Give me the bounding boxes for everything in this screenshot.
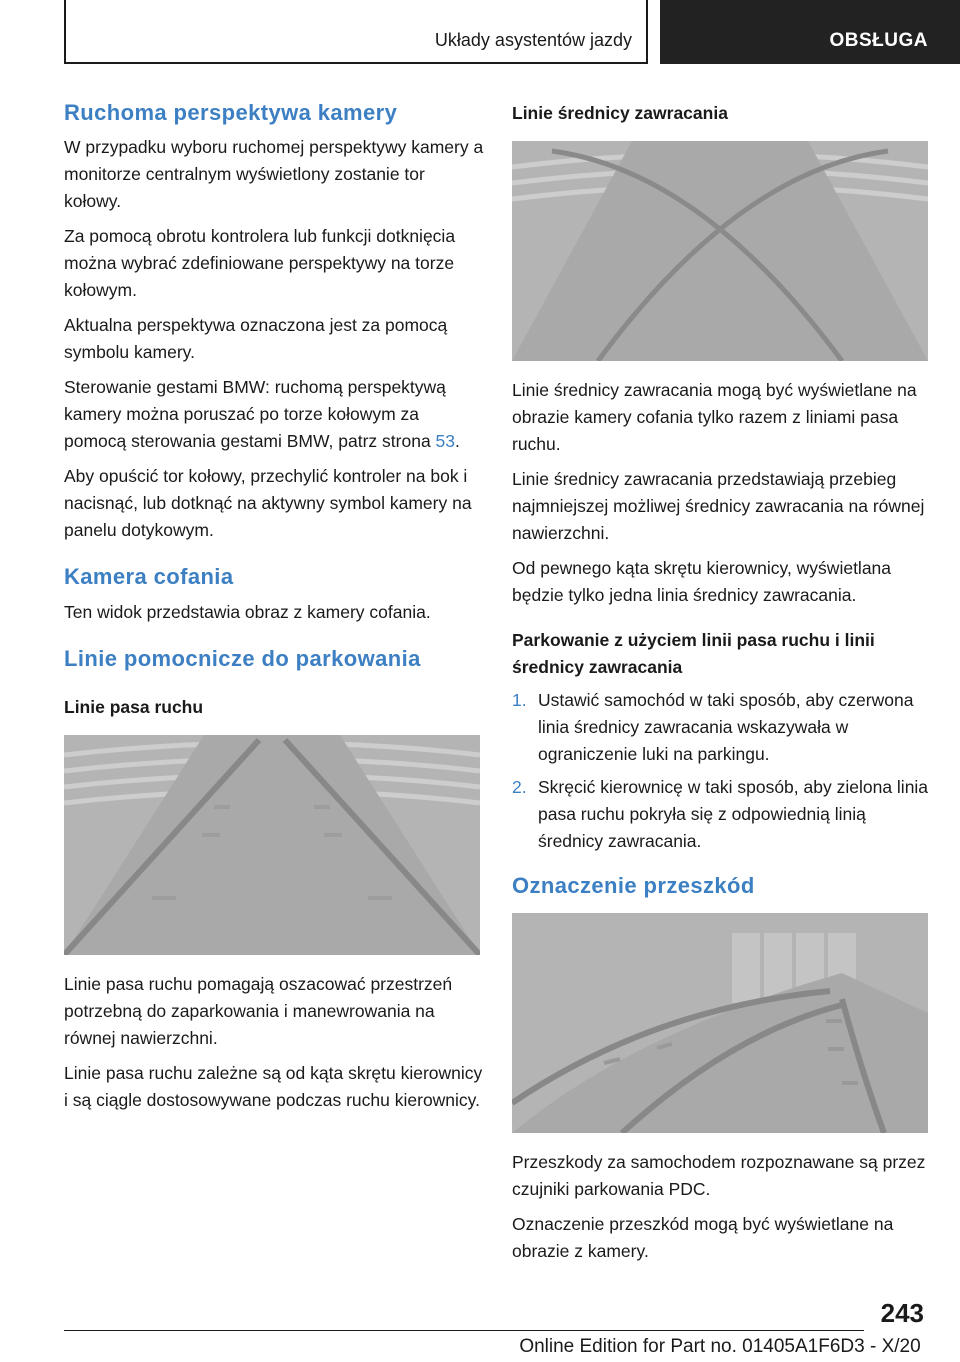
paragraph: Linie średnicy zawracania mogą być wyświetlane na obrazie kamery cofania tylko razem z liniami pasa ruchu.: [512, 380, 917, 454]
section-tab: [64, 0, 648, 64]
list-item: [512, 687, 932, 768]
paragraph: W przypadku wyboru ruchomej perspektywy kamery a monitorze centralnym wyświetlony zostanie tor kołowy.: [64, 137, 484, 212]
paragraph: Oznaczenie przeszkód mogą być wyświetlane na obrazie z kamery.: [512, 1214, 894, 1262]
paragraph: Linie pasa ruchu zależne są od kąta skrętu kierownicy i są ciągle dostosowywane podczas ruchu kierownicy.: [64, 1063, 483, 1111]
turning-circle-illustration: [512, 141, 928, 361]
obstacle-marking-graphic: [512, 913, 928, 1133]
chapter-title: OBSŁUGA: [829, 30, 928, 51]
page-reference-link[interactable]: 53: [435, 431, 456, 452]
lane-lines-illustration: [64, 735, 480, 955]
paragraph: Za pomocą obrotu kontrolera lub funkcji dotknięcia można wybrać zdefiniowane perspektywy na torze kołowym.: [64, 226, 456, 301]
heading-lane-lines: Linie pasa ruchu: [64, 697, 204, 718]
step-text: Skręcić kierownicę w taki sposób, aby zielona linia pasa ruchu pokryła się z odpowiednią linią średnicy zawracania.: [538, 777, 929, 851]
paragraph: Aby opuścić tor kołowy, przechylić kontroler na bok i nacisnąć, lub dotknąć na aktywny symbol kamery na panelu dotykowym.: [64, 466, 472, 541]
chapter-tab: [660, 0, 960, 64]
list-item: [512, 774, 932, 855]
lane-lines-graphic: [64, 735, 480, 955]
paragraph: Przeszkody za samochodem rozpoznawane są przez czujniki parkowania PDC.: [512, 1152, 926, 1200]
obstacle-marking-illustration: [512, 913, 928, 1133]
step-number: 2.: [512, 777, 527, 797]
edition-info: Online Edition for Part no. 01405A1F6D3 - X/20: [519, 1336, 921, 1357]
paragraph: Aktualna perspektywa oznaczona jest za pomocą symbolu kamery.: [64, 315, 448, 363]
footer-divider: [64, 1330, 864, 1331]
turning-circle-graphic: [512, 141, 928, 361]
heading-parking-with-lines: Parkowanie z użyciem linii pasa ruchu i linii średnicy zawracania: [512, 630, 875, 677]
paragraph: Od pewnego kąta skrętu kierownicy, wyświetlana będzie tylko jedna linia średnicy zawracania.: [512, 558, 892, 605]
page-header: [64, 0, 960, 64]
paragraph: Ten widok przedstawia obraz z kamery cofania.: [64, 601, 431, 622]
text: Sterowanie gestami BMW: ruchomą perspektywą kamery można poruszać po torze kołowym za pomocą sterowania gestami BMW, patrz strona: [64, 377, 446, 452]
heading-turning-circle-lines: Linie średnicy zawracania: [512, 103, 728, 123]
heading-movable-perspective: Ruchoma perspektywa kamery: [64, 100, 398, 125]
paragraph-gesture-control: [64, 374, 484, 455]
heading-obstacle-marking: Oznaczenie przeszkód: [512, 873, 755, 898]
step-text: Ustawić samochód w taki sposób, aby czerwona linia średnicy zawracania wskazywała w ograniczenie luki na parkingu.: [538, 690, 914, 764]
left-column: [64, 100, 484, 1122]
step-number: 1.: [512, 690, 527, 710]
heading-rear-camera: Kamera cofania: [64, 564, 234, 590]
heading-parking-guide-lines: Linie pomocnicze do parkowania: [64, 645, 421, 671]
paragraph: Linie średnicy zawracania przedstawiają przebieg najmniejszej możliwej średnicy zawracania na równej nawierzchni.: [512, 469, 925, 543]
right-column: [512, 100, 932, 1273]
parking-steps-list: [512, 687, 932, 855]
paragraph: Linie pasa ruchu pomagają oszacować przestrzeń potrzebną do zaparkowania i manewrowania na równej nawierzchni.: [64, 974, 453, 1049]
page-number: 243: [880, 1298, 924, 1328]
text: .: [455, 431, 460, 452]
section-title: Układy asystentów jazdy: [434, 30, 632, 50]
